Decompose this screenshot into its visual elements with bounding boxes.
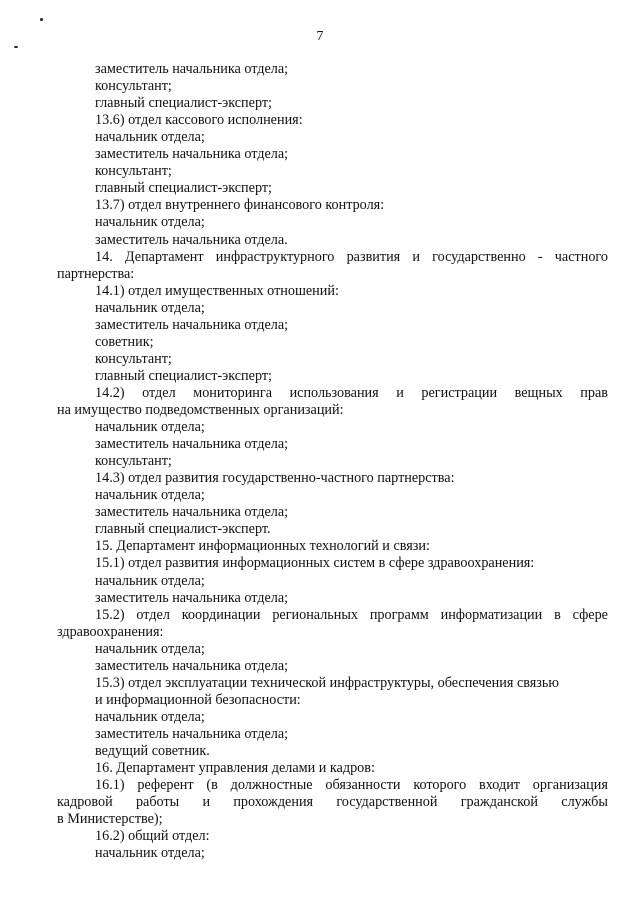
- text-line: начальник отдела;: [95, 419, 205, 435]
- text-line: 14.3) отдел развития государственно-частного партнерства:: [95, 470, 455, 486]
- page-number: 7: [316, 29, 324, 44]
- text-line: заместитель начальника отдела;: [95, 726, 289, 742]
- text-line: ведущий советник.: [95, 743, 210, 759]
- text-line: начальник отдела;: [95, 300, 205, 316]
- text-line: главный специалист-эксперт;: [95, 368, 272, 384]
- text-line: 16.2) общий отдел:: [95, 828, 210, 844]
- text-line: в Министерстве);: [57, 811, 163, 827]
- text-line: кадровой работы и прохождения государственной гражданской службы: [57, 794, 608, 810]
- text-line: и информационной безопасности:: [95, 692, 301, 708]
- text-line: консультант;: [95, 78, 172, 94]
- text-line: консультант;: [95, 163, 172, 179]
- text-line: 15.3) отдел эксплуатации технической инфраструктуры, обеспечения связью: [95, 675, 559, 691]
- text-line: начальник отдела;: [95, 845, 205, 861]
- text-line: начальник отдела;: [95, 487, 205, 503]
- text-line: 13.7) отдел внутреннего финансового контроля:: [95, 197, 385, 213]
- text-line: начальник отдела;: [95, 573, 205, 589]
- text-line: 15.2) отдел координации региональных программ информатизации в сфере: [95, 607, 608, 623]
- text-line: 15. Департамент информационных технологий и связи:: [95, 538, 430, 554]
- text-line: 13.6) отдел кассового исполнения:: [95, 112, 303, 128]
- text-line: главный специалист-эксперт;: [95, 95, 272, 111]
- text-line: здравоохранения:: [57, 624, 164, 640]
- text-line: на имущество подведомственных организаций:: [57, 402, 344, 418]
- text-line: заместитель начальника отдела.: [95, 232, 288, 248]
- text-line: главный специалист-эксперт.: [95, 521, 271, 537]
- text-line: главный специалист-эксперт;: [95, 180, 272, 196]
- text-line: консультант;: [95, 351, 172, 367]
- text-line: заместитель начальника отдела;: [95, 61, 289, 77]
- text-line: советник;: [95, 334, 154, 350]
- text-line: 14.1) отдел имущественных отношений:: [95, 283, 339, 299]
- text-line: партнерства:: [57, 266, 135, 282]
- text-line: 14.2) отдел мониторинга использования и регистрации вещных прав: [95, 385, 608, 401]
- text-line: 14. Департамент инфраструктурного развития и государственно - частного: [95, 249, 608, 265]
- text-line: заместитель начальника отдела;: [95, 504, 289, 520]
- text-line: консультант;: [95, 453, 172, 469]
- text-line: заместитель начальника отдела;: [95, 436, 289, 452]
- text-line: заместитель начальника отдела;: [95, 317, 289, 333]
- text-line: заместитель начальника отдела;: [95, 658, 289, 674]
- text-line: начальник отдела;: [95, 214, 205, 230]
- text-line: заместитель начальника отдела;: [95, 590, 289, 606]
- text-line: 15.1) отдел развития информационных систем в сфере здравоохранения:: [95, 555, 535, 571]
- text-line: начальник отдела;: [95, 709, 205, 725]
- text-line: заместитель начальника отдела;: [95, 146, 289, 162]
- text-line: 16.1) референт (в должностные обязанности которого входит организация: [95, 777, 608, 793]
- text-line: начальник отдела;: [95, 129, 205, 145]
- text-line: начальник отдела;: [95, 641, 205, 657]
- text-line: 16. Департамент управления делами и кадров:: [95, 760, 375, 776]
